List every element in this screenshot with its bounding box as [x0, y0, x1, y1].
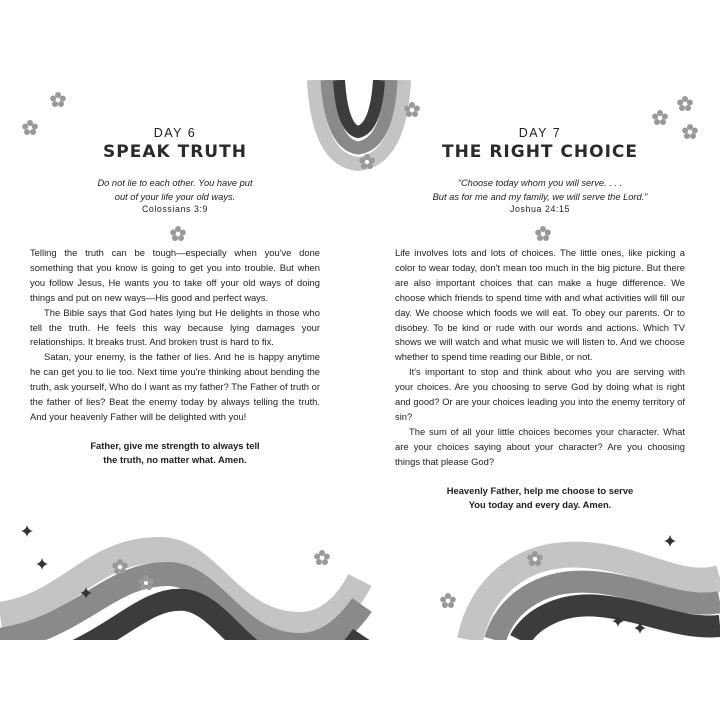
sparkle-icon [36, 558, 48, 570]
bottom-right-swirl [470, 555, 720, 640]
scripture-verse [30, 176, 320, 204]
day-label: DAY 6 [153, 126, 197, 140]
paragraph: Satan, your enemy, is the father of lies. And he is happy anytime he can get you to lie too. Next time you're thinking about bending the truth, ask yourself, Who do I want as my father? The Father of truth or the father of lies? Beat the enemy today by always telling the truth. And your heavenly Father will be delighted with you! [30, 351, 320, 422]
paragraph: The sum of all your little choices becomes your character. What are your choices saying about your character? Are you choosing things that please God? [395, 425, 685, 467]
paragraph: Telling the truth can be tough—especially when you've done something that you know is going to get you into trouble. But when you follow Jesus, He wants you to take off your old ways of doing things and put on new ways—His good and perfect ways. [30, 247, 320, 303]
devotion-title: SPEAK TRUTH [103, 142, 247, 162]
book-spread [0, 80, 720, 640]
paragraph: Life involves lots and lots of choices. The little ones, like picking a color to wear today, don't mean too much in the big picture. But there are also important choices that can make a huge difference. We choose which friends to spend time with and what activities will fill our day. We choose which foods we will eat. To obey our parents. Or to disobey. To be kind or rude with our words and actions. Which TV shows we will watch and what music we will listen to. And we choose whether to spend time reading our Bible, or not. [395, 247, 685, 363]
bottom-left-swirl [0, 550, 362, 640]
left-page [30, 80, 320, 468]
prayer [395, 484, 685, 513]
prayer-line: Heavenly Father, help me choose to serve [446, 484, 634, 496]
day-label: DAY 7 [518, 126, 562, 140]
flower-icon [440, 593, 456, 608]
scripture-reference: Joshua 24:15 [509, 204, 571, 214]
devotion-body [395, 246, 685, 470]
prayer-line: Father, give me strength to always tell [90, 439, 260, 451]
paragraph: The Bible says that God hates lying but He delights in those who tell the truth. He feels this way because lying damages your relationships. It breaks trust. And broken trust is hard to fix. [30, 306, 320, 348]
separator [395, 224, 685, 240]
prayer-line: You today and every day. Amen. [468, 499, 612, 511]
right-page [395, 80, 685, 513]
devotion-body [30, 246, 320, 425]
verse-line: Do not lie to each other. You have put [97, 178, 253, 188]
scripture-verse [395, 176, 685, 204]
flower-icon [314, 550, 330, 565]
sparkle-icon [664, 535, 676, 547]
scripture-reference: Colossians 3:9 [141, 204, 209, 214]
devotion-title: THE RIGHT CHOICE [441, 142, 639, 162]
separator [30, 224, 320, 240]
paragraph: It's important to stop and think about who you are serving with your choices. Are you choosing to serve God by doing what is right and good? Or are your choices leading you into the enemy territory of sin? [395, 366, 685, 422]
verse-line: out of your life your old ways. [114, 192, 236, 202]
verse-line: “Choose today whom you will serve. . . . [457, 178, 623, 188]
top-center-rainbow [314, 80, 404, 164]
prayer-line: the truth, no matter what. Amen. [103, 454, 247, 466]
prayer [30, 439, 320, 468]
sparkle-icon [21, 525, 33, 537]
verse-line: But as for me and my family, we will serve the Lord.” [432, 192, 648, 202]
